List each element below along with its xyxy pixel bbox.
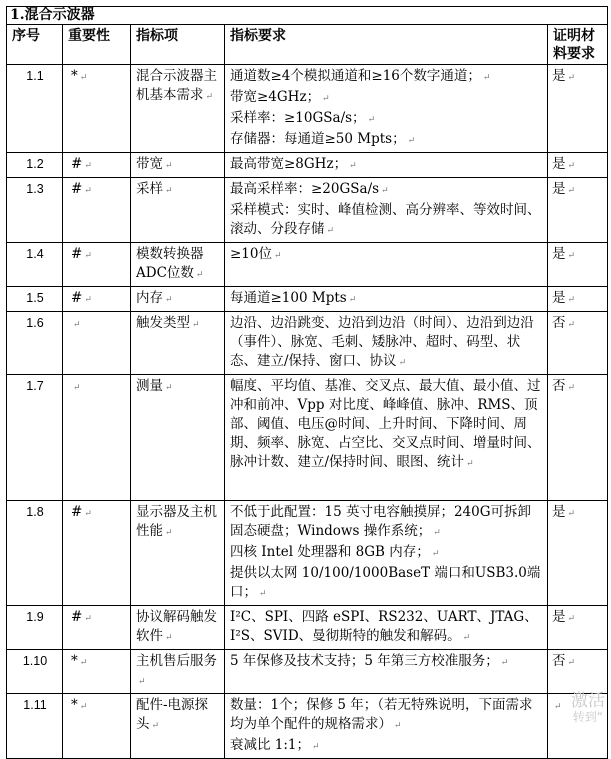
row-item: 主机售后服务↵ <box>131 650 225 694</box>
header-no: 序号 <box>7 25 63 65</box>
activation-watermark-sub: 转到“ <box>572 710 603 724</box>
row-certificate: 是 ↵ <box>548 501 608 606</box>
row-item: 协议解码触发软件 ↵ <box>131 606 225 650</box>
row-number: 1.6 <box>7 312 63 375</box>
paragraph-mark-icon: ↵ <box>394 721 402 731</box>
paragraph-mark-icon: ↵ <box>165 161 173 171</box>
row-certificate: 是 ↵ <box>548 243 608 287</box>
row-requirement <box>225 312 548 375</box>
table-row <box>7 606 608 650</box>
paragraph-mark-icon: ↵ <box>79 658 88 668</box>
table-row <box>7 65 608 153</box>
requirement-line: 幅度、平均值、基准、交叉点、最大值、最小值、过冲和前冲、Vpp 对比度、峰峰值、脉冲、RMS、顶部、阈值、电压@时间、上升时间、下降时间、周期、频率、脉宽、占空比、交叉点时间、增量时间、脉冲计数、建立/保持时间、眼图、统计 ↵ <box>230 378 541 470</box>
paragraph-mark-icon: ↵ <box>567 186 576 196</box>
requirement-line: 最高采样率：≥20GSa/s ↵ <box>230 181 389 197</box>
paragraph-mark-icon: ↵ <box>322 94 330 104</box>
row-number: 1.7 <box>7 375 63 501</box>
paragraph-mark-icon: ↵ <box>326 226 335 236</box>
table-row <box>7 650 608 694</box>
row-importance: # ↵ <box>63 501 131 606</box>
paragraph-mark-icon: ↵ <box>348 295 357 305</box>
paragraph-mark-icon: ↵ <box>482 73 491 83</box>
paragraph-mark-icon: ↵ <box>151 721 160 731</box>
paragraph-mark-icon: ↵ <box>165 383 173 393</box>
row-requirement <box>225 375 548 501</box>
header-row <box>7 25 608 65</box>
paragraph-mark-icon: ↵ <box>79 702 88 712</box>
row-item: 内存 ↵ <box>131 287 225 312</box>
row-importance: # ↵ <box>63 153 131 178</box>
row-importance: * ↵ <box>63 694 131 759</box>
requirement-line: I²C、SPI、四路 eSPI、RS232、UART、JTAG、I²S、SVID、曼彻斯特的触发和解码。 ↵ <box>230 609 538 644</box>
paragraph-mark-icon: ↵ <box>433 528 441 538</box>
paragraph-mark-icon: ↵ <box>312 742 320 752</box>
requirement-line: ≥10位 ↵ <box>230 246 282 262</box>
requirement-line: 带宽≥4GHz； ↵ <box>230 89 330 105</box>
paragraph-mark-icon: ↵ <box>84 161 92 171</box>
paragraph-mark-icon: ↵ <box>192 320 200 330</box>
section-title-row <box>7 7 608 25</box>
header-importance: 重要性 <box>63 25 131 65</box>
requirement-line: 边沿、边沿跳变、边沿到边沿（时间）、边沿到边沿（事件）、脉宽、毛刺、矮脉冲、超时、码型、状态、建立/保持、窗口、协议 ↵ <box>230 315 534 369</box>
row-item: 触发类型 ↵ <box>131 312 225 375</box>
table-row <box>7 243 608 287</box>
row-item: 配件-电源探头 ↵ <box>131 694 225 759</box>
paragraph-mark-icon: ↵ <box>274 251 282 261</box>
requirement-line: 每通道≥100 Mpts ↵ <box>230 290 357 306</box>
requirement-line: 存储器：每通道≥50 Mpts； ↵ <box>230 131 416 147</box>
row-requirement <box>225 178 548 243</box>
row-importance: # ↵ <box>63 287 131 312</box>
activation-watermark: 激活 <box>571 691 605 711</box>
table-row <box>7 178 608 243</box>
paragraph-mark-icon: ↵ <box>84 509 92 519</box>
row-number: 1.9 <box>7 606 63 650</box>
requirement-line: 衰减比 1:1； ↵ <box>230 737 320 753</box>
paragraph-mark-icon: ↵ <box>367 115 376 125</box>
header-requirement: 指标要求 <box>225 25 548 65</box>
table-row <box>7 694 608 759</box>
row-number: 1.5 <box>7 287 63 312</box>
paragraph-mark-icon: ↵ <box>554 702 562 712</box>
paragraph-mark-icon: ↵ <box>73 320 81 330</box>
paragraph-mark-icon: ↵ <box>73 383 81 393</box>
row-number: 1.10 <box>7 650 63 694</box>
header-certificate: 证明材料要求 <box>548 25 608 65</box>
spec-table <box>6 6 608 759</box>
paragraph-mark-icon: ↵ <box>165 186 173 196</box>
row-certificate: 是 ↵ <box>548 178 608 243</box>
row-number: 1.11 <box>7 694 63 759</box>
row-number: 1.2 <box>7 153 63 178</box>
table-row <box>7 312 608 375</box>
paragraph-mark-icon: ↵ <box>407 136 416 146</box>
row-item: 混合示波器主机基本需求 ↵ <box>131 65 225 153</box>
paragraph-mark-icon: ↵ <box>259 589 267 599</box>
row-item: 采样 ↵ <box>131 178 225 243</box>
row-requirement <box>225 243 548 287</box>
table-row <box>7 153 608 178</box>
row-certificate: 否 ↵ <box>548 375 608 501</box>
requirement-line: 提供以太网 10/100/1000BaseT 端口和USB3.0端口； ↵ <box>230 565 541 600</box>
paragraph-mark-icon: ↵ <box>165 295 173 305</box>
row-certificate: 是 ↵ <box>548 287 608 312</box>
row-importance: # ↵ <box>63 606 131 650</box>
paragraph-mark-icon: ↵ <box>349 161 357 171</box>
row-number: 1.3 <box>7 178 63 243</box>
paragraph-mark-icon: ↵ <box>84 295 92 305</box>
requirement-line: 采样模式：实时、峰值检测、高分辨率、等效时间、滚动、分段存储 ↵ <box>230 202 541 237</box>
row-item: 带宽 ↵ <box>131 153 225 178</box>
row-number: 1.4 <box>7 243 63 287</box>
row-importance: * ↵ <box>63 650 131 694</box>
row-requirement <box>225 65 548 153</box>
row-number: 1.8 <box>7 501 63 606</box>
requirement-line: 四核 Intel 处理器和 8GB 内存； ↵ <box>230 544 440 560</box>
row-requirement <box>225 501 548 606</box>
row-importance <box>63 312 131 375</box>
row-importance: # ↵ <box>63 178 131 243</box>
row-item: 显示器及主机性能 ↵ <box>131 501 225 606</box>
row-certificate: 是 ↵ <box>548 65 608 153</box>
requirement-line: 最高带宽≥8GHz； ↵ <box>230 156 357 172</box>
section-title: 1.混合示波器 <box>7 7 608 25</box>
paragraph-mark-icon: ↵ <box>500 658 509 668</box>
row-requirement <box>225 650 548 694</box>
table-row <box>7 501 608 606</box>
paragraph-mark-icon: ↵ <box>138 677 146 687</box>
row-requirement <box>225 606 548 650</box>
paragraph-mark-icon: ↵ <box>567 251 576 261</box>
paragraph-mark-icon: ↵ <box>462 633 471 643</box>
paragraph-mark-icon: ↵ <box>431 549 440 559</box>
row-certificate: 否 ↵ <box>548 312 608 375</box>
row-importance: * ↵ <box>63 65 131 153</box>
row-importance: # ↵ <box>63 243 131 287</box>
row-requirement <box>225 694 548 759</box>
requirement-line: 采样率：≥10GSa/s； ↵ <box>230 110 376 126</box>
paragraph-mark-icon: ↵ <box>84 251 92 261</box>
requirement-line: 5 年保修及技术支持；5 年第三方校准服务； ↵ <box>230 653 509 669</box>
table-row <box>7 287 608 312</box>
paragraph-mark-icon: ↵ <box>567 614 576 624</box>
row-certificate: 是 ↵ <box>548 153 608 178</box>
row-certificate: 否 ↵ <box>548 650 608 694</box>
row-certificate: 是 ↵ <box>548 606 608 650</box>
paragraph-mark-icon: ↵ <box>567 161 576 171</box>
paragraph-mark-icon: ↵ <box>567 295 576 305</box>
paragraph-mark-icon: ↵ <box>567 383 576 393</box>
paragraph-mark-icon: ↵ <box>381 186 389 196</box>
paragraph-mark-icon: ↵ <box>567 658 576 668</box>
row-requirement <box>225 287 548 312</box>
paragraph-mark-icon: ↵ <box>466 459 474 469</box>
row-requirement <box>225 153 548 178</box>
row-number: 1.1 <box>7 65 63 153</box>
paragraph-mark-icon: ↵ <box>567 73 576 83</box>
paragraph-mark-icon: ↵ <box>567 509 576 519</box>
paragraph-mark-icon: ↵ <box>165 528 173 538</box>
requirement-line: 通道数≥4个模拟通道和≥16个数字通道； ↵ <box>230 68 491 84</box>
paragraph-mark-icon: ↵ <box>195 270 204 280</box>
paragraph-mark-icon: ↵ <box>398 358 407 368</box>
paragraph-mark-icon: ↵ <box>84 186 92 196</box>
header-item: 指标项 <box>131 25 225 65</box>
paragraph-mark-icon: ↵ <box>567 320 576 330</box>
table-row <box>7 375 608 501</box>
row-importance <box>63 375 131 501</box>
requirement-line: 数量：1个；保修 5 年；（若无特殊说明，下面需求均为单个配件的规格需求） ↵ <box>230 697 533 732</box>
spec-document <box>6 6 607 759</box>
paragraph-mark-icon: ↵ <box>84 614 92 624</box>
requirement-line: 不低于此配置：15 英寸电容触摸屏；240G可拆卸固态硬盘；Windows 操作系统； ↵ <box>230 504 532 539</box>
paragraph-mark-icon: ↵ <box>205 92 214 102</box>
paragraph-mark-icon: ↵ <box>79 73 88 83</box>
row-item: 测量 ↵ <box>131 375 225 501</box>
row-item: 模数转换器ADC位数 ↵ <box>131 243 225 287</box>
row-certificate <box>548 694 608 759</box>
paragraph-mark-icon: ↵ <box>165 633 173 643</box>
